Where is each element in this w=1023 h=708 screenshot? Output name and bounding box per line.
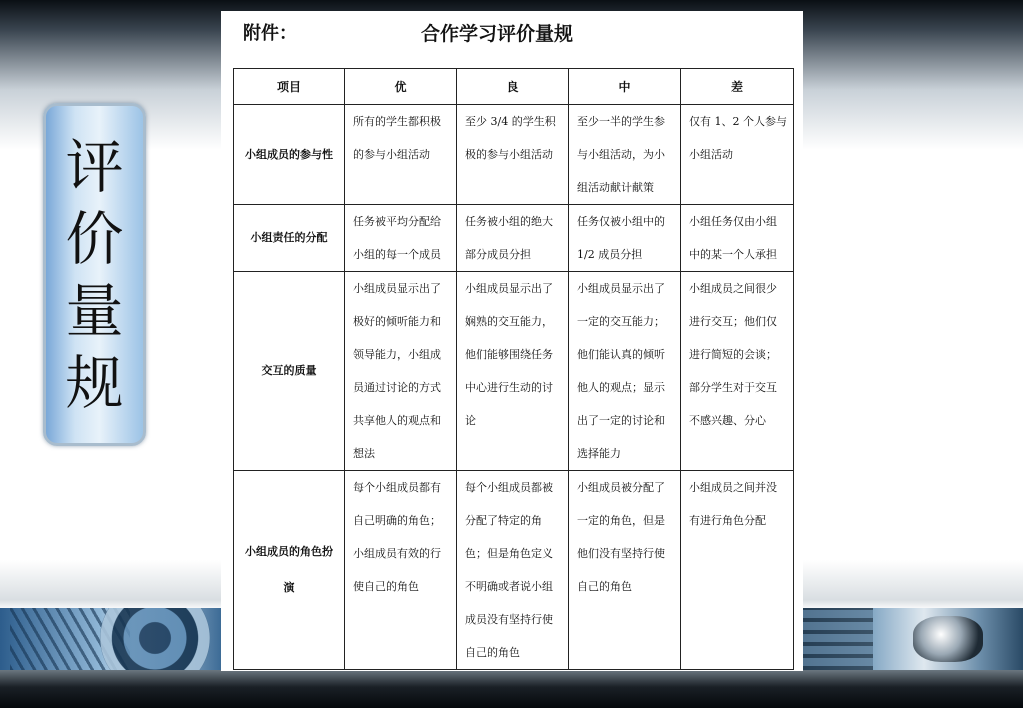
decorative-image-right [803, 608, 1023, 670]
keyboard-icon [803, 608, 873, 670]
cell-good: 小组成员显示出了娴熟的交互能力，他们能够围绕任务中心进行生动的讨论 [457, 272, 569, 471]
cell-good: 任务被小组的绝大部分成员分担 [457, 205, 569, 272]
cell-excellent: 每个小组成员都有自己明确的角色；小组成员有效的行使自己的角色 [345, 471, 457, 670]
table-row [234, 205, 794, 272]
globe-icon [913, 616, 983, 662]
header-poor: 差 [681, 69, 794, 105]
cell-poor: 小组成员之间并没有进行角色分配 [681, 471, 794, 670]
table-row [234, 272, 794, 471]
side-title-char: 规 [65, 348, 124, 417]
side-title-char: 评 [65, 132, 124, 201]
side-title-panel [43, 103, 146, 446]
cell-good: 至少 3/4 的学生积极的参与小组活动 [457, 105, 569, 205]
table-header-row [234, 69, 794, 105]
cell-poor: 仅有 1、2 个人参与小组活动 [681, 105, 794, 205]
cell-excellent: 所有的学生都积极的参与小组活动 [345, 105, 457, 205]
row-item: 小组责任的分配 [234, 205, 345, 272]
cell-poor: 小组成员之间很少进行交互；他们仅进行简短的会谈；部分学生对于交互不感兴趣、分心 [681, 272, 794, 471]
cell-average: 小组成员被分配了一定的角色，但是他们没有坚持行使自己的角色 [569, 471, 681, 670]
attachment-label: 附件： [243, 23, 297, 44]
side-title-char: 价 [65, 204, 124, 273]
table-row [234, 105, 794, 205]
cell-good: 每个小组成员都被分配了特定的角色；但是角色定义不明确或者说小组成员没有坚持行使自己的角色 [457, 471, 569, 670]
table-row [234, 471, 794, 670]
cell-poor: 小组任务仅由小组中的某一个人承担 [681, 205, 794, 272]
side-title-char: 量 [65, 276, 124, 345]
cell-average: 小组成员显示出了一定的交互能力；他们能认真的倾听他人的观点；显示出了一定的讨论和选择能力 [569, 272, 681, 471]
rubric-table [233, 68, 794, 670]
row-item: 小组成员的角色扮演 [234, 471, 345, 670]
cell-average: 至少一半的学生参与小组活动，为小组活动献计献策 [569, 105, 681, 205]
header-average: 中 [569, 69, 681, 105]
header-good: 良 [457, 69, 569, 105]
header-item: 项目 [234, 69, 345, 105]
document-title: 合作学习评价量规 [421, 23, 574, 45]
bottom-bar [0, 670, 1023, 708]
row-item: 交互的质量 [234, 272, 345, 471]
decorative-image-left [0, 608, 222, 670]
cell-average: 任务仅被小组中的 1/2 成员分担 [569, 205, 681, 272]
cell-excellent: 小组成员显示出了极好的倾听能力和领导能力，小组成员通过讨论的方式共享他人的观点和想法 [345, 272, 457, 471]
compass-icon [100, 608, 210, 670]
document-page [221, 11, 803, 671]
header-excellent: 优 [345, 69, 457, 105]
cell-excellent: 任务被平均分配给小组的每一个成员 [345, 205, 457, 272]
row-item: 小组成员的参与性 [234, 105, 345, 205]
